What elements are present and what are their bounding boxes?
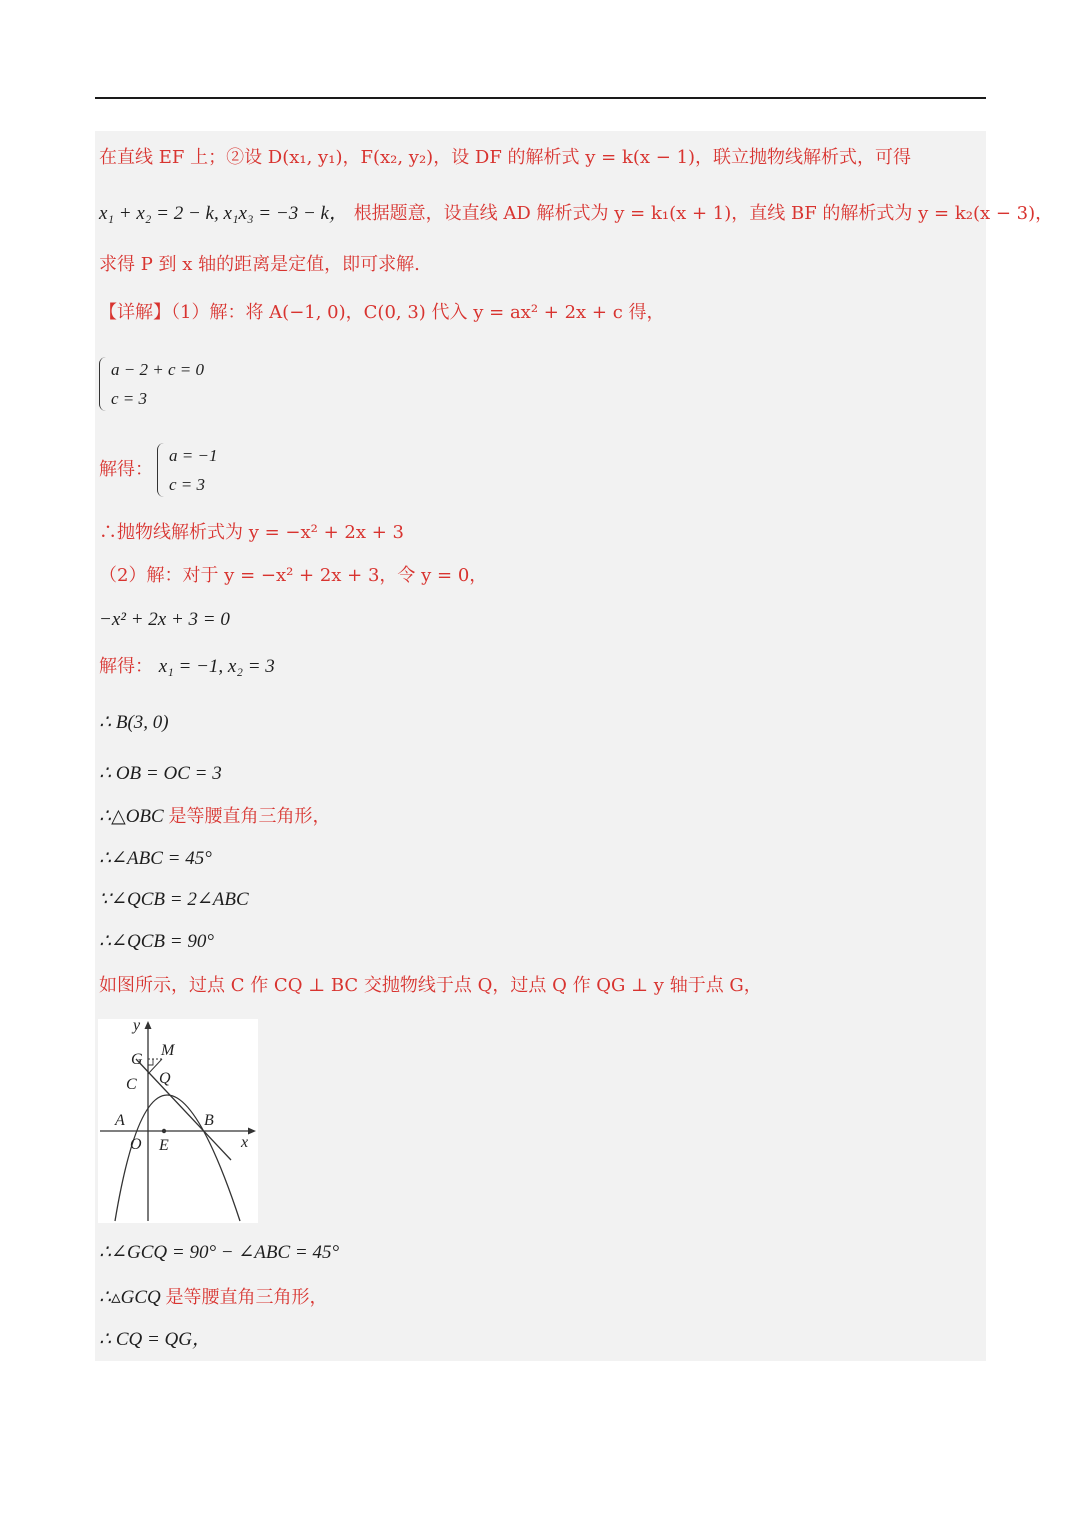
label-b: B [204, 1112, 214, 1129]
triangle-obc: ∴△OBC [99, 806, 169, 827]
equation-system-2 [157, 441, 217, 499]
point-e-dot [162, 1129, 166, 1133]
label-g: G [131, 1051, 143, 1068]
construction-line: 如图所示，过点 C 作 CQ ⊥ BC 交抛物线于点 Q，过点 Q 作 QG ⊥ y 轴于点 G， [99, 975, 762, 996]
point-b: ∴ B(3, 0) [99, 712, 169, 733]
angle-gcq: ∴∠GCQ = 90° − ∠ABC = 45° [99, 1242, 340, 1263]
detail-part1-heading: 【详解】（1）解：将 A(−1, 0)，C(0, 3) 代入 y = ax² + 2x + c 得， [99, 302, 665, 323]
label-c: C [126, 1076, 137, 1093]
analysis-line-2 [99, 203, 1053, 226]
angle-qcb-value: ∴∠QCB = 90° [99, 931, 214, 952]
label-e: E [159, 1137, 169, 1154]
ob-equals-oc: ∴ OB = OC = 3 [99, 763, 222, 784]
system-1-eq-b: c = 3 [111, 389, 148, 408]
roots-math: x₁ = −1, x₂ = 3 [158, 656, 275, 677]
isosceles-right-text-2: 是等腰直角三角形， [165, 1287, 328, 1308]
solve-label-2: 解得： [99, 656, 153, 677]
angle-abc: ∴∠ABC = 45° [99, 848, 212, 869]
solve-label-1: 解得： [99, 459, 153, 480]
analysis-line-3: 求得 P 到 x 轴的距离是定值，即可求解. [99, 254, 420, 275]
system-2-eq-b: c = 3 [169, 475, 206, 494]
parabola-figure [98, 1019, 258, 1223]
roots-line [99, 656, 275, 679]
isosceles-right-text-1: 是等腰直角三角形， [168, 806, 331, 827]
cq-equals-qg: ∴ CQ = QG， [99, 1329, 211, 1350]
equation-system-1 [99, 355, 204, 413]
analysis-line-1: 在直线 EF 上；②设 D(x₁, y₁)，F(x₂, y₂)，设 DF 的解析式 y = k(x − 1)，联立抛物线解析式，可得 [99, 147, 912, 168]
x-axis-arrow-icon [248, 1128, 256, 1135]
label-q: Q [159, 1070, 171, 1087]
angle-qcb-relation: ∵∠QCB = 2∠ABC [99, 889, 249, 910]
detail-part2-heading: （2）解：对于 y = −x² + 2x + 3，令 y = 0， [99, 565, 488, 586]
triangle-obc-line [99, 806, 330, 829]
triangle-gcq: ∴▵GCQ [99, 1287, 166, 1308]
system-1-eq-a: a − 2 + c = 0 [111, 360, 204, 379]
label-x: x [241, 1134, 249, 1151]
parabola-result: ∴抛物线解析式为 y = −x² + 2x + 3 [99, 522, 404, 543]
label-y: y [133, 1019, 141, 1034]
label-o: O [130, 1136, 142, 1153]
right-angle-mark [148, 1059, 153, 1065]
line-cb [136, 1059, 231, 1160]
left-brace-icon [99, 357, 108, 411]
triangle-gcq-line [99, 1287, 328, 1310]
analysis-line-2-text: 根据题意，设直线 AD 解析式为 y = k₁(x + 1)，直线 BF 的解析式为 y = k₂(x − 3)， [353, 203, 1054, 224]
parabola-curve [115, 1095, 240, 1221]
system-2-eq-a: a = −1 [169, 446, 218, 465]
y-axis-arrow-icon [145, 1021, 152, 1029]
label-a: A [115, 1112, 125, 1129]
left-brace-icon [157, 443, 166, 497]
label-m: M [161, 1042, 175, 1059]
sum-product-formula: x₁ + x₂ = 2 − k, x₁x₃ = −3 − k， [99, 203, 348, 224]
header-rule [95, 97, 986, 99]
quadratic-equation: −x² + 2x + 3 = 0 [99, 609, 230, 630]
